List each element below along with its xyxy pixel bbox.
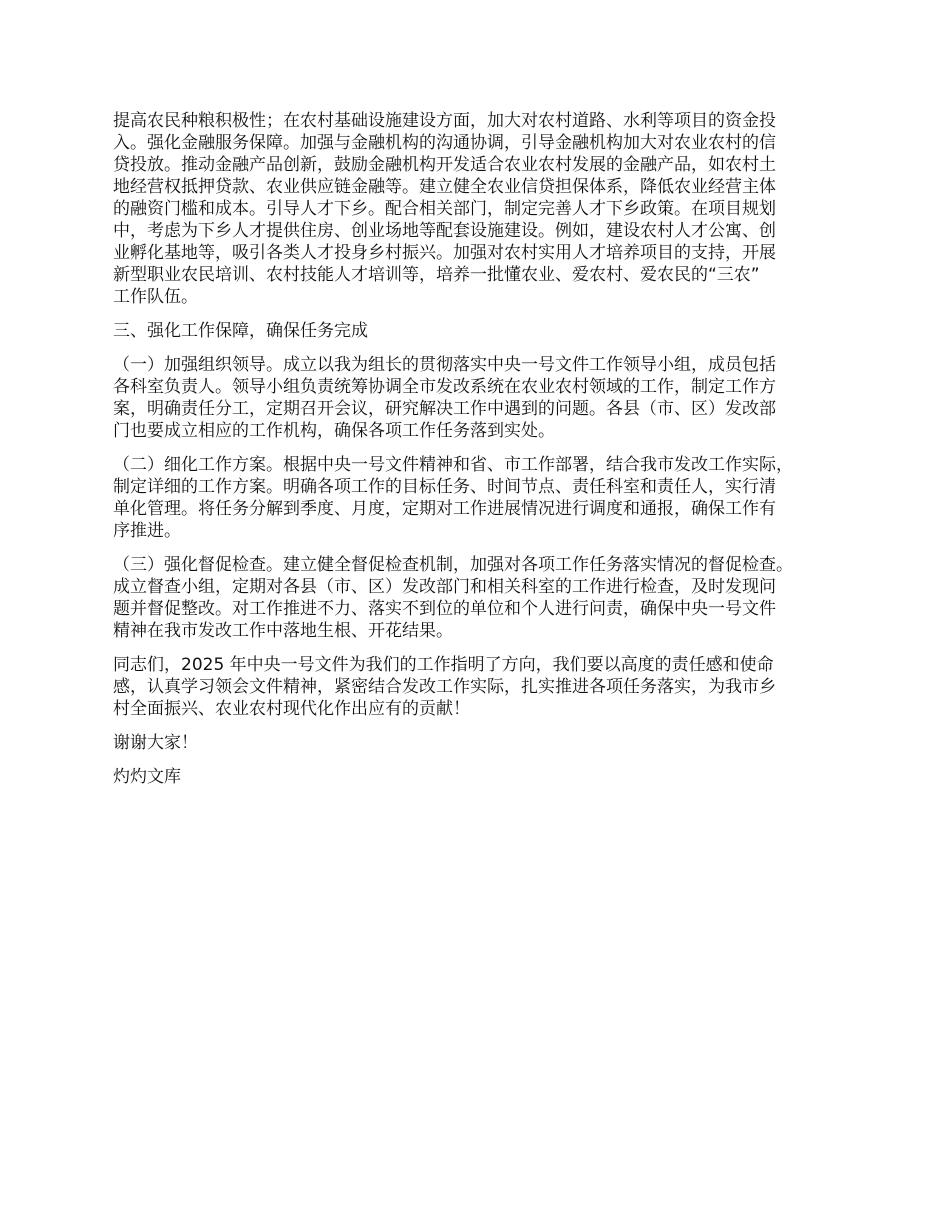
document-page — [113, 110, 858, 800]
body-paragraph-financial-talent: 提高农民种粮积极性；在农村基础设施建设方面，加大对农村道路、水利等项目的资金投 入。强化金融服务保障。加强与金融机构的沟通协调，引导金融机构加大对农业农村的信 贷投放。推动金融产品创新，鼓励金融机构开发适合农业农村发展的金融产品，如农村土 地经营权抵押贷款、农业供应链金融等。建立健全农业信贷担保体系，降低农业经营主体 的融资门槛和成本。引导人才下乡。配合相关部门，制定完善人才下乡政策。在项目规划 中，考虑为下乡人才提供住房、创业场地等配套设施建设。例如，建设农村人才公寓、创 业孵化基地等，吸引各类人才投身乡村振兴。加强对农村实用人才培养项目的支持，开展 新型职业农民培训、农村技能人才培训等，培养一批懂农业、爱农村、爱农民的“三农” 工作队伍。 — [113, 111, 776, 307]
body-paragraph-supervision: （三）强化督促检查。建立健全督促检查机制，加强对各项工作任务落实情况的督促检查。 成立督查小组，定期对各县（市、区）发改部门和相关科室的工作进行检查，及时发现问 题并督促整改。对工作推进不力、落实不到位的单位和个人进行问责，确保中央一号文件 精神在我市发改工作中落地生根、开花结果。 — [113, 555, 793, 641]
section-heading-work-guarantee: 三、强化工作保障，确保任务完成 — [113, 321, 368, 341]
body-paragraph-organization-leadership: （一）加强组织领导。成立以我为组长的贯彻落实中央一号文件工作领导小组，成员包括 各科室负责人。领导小组负责统筹协调全市发改系统在农业农村领域的工作，制定工作方 案，明确责任分工，定期召开会议，研究解决工作中遇到的问题。各县（市、区）发改部 门也要成立相应的工作机构，确保各项工作任务落到实处。 — [113, 355, 776, 441]
closing-paragraph: 同志们，2025 年中央一号文件为我们的工作指明了方向，我们要以高度的责任感和使命 感，认真学习领会文件精神，紧密结合发改工作实际，扎实推进各项任务落实，为我市乡 村全面振兴、农业农村现代化作出应有的贡献！ — [113, 655, 776, 719]
body-paragraph-work-plan: （二）细化工作方案。根据中央一号文件精神和省、市工作部署，结合我市发改工作实际， 制定详细的工作方案。明确各项工作的目标任务、时间节点、责任科室和责任人，实行清 单化管理。将任务分解到季度、月度，定期对工作进展情况进行调度和通报，确保工作有 序推进。 — [113, 455, 793, 541]
thanks-line: 谢谢大家！ — [113, 733, 198, 753]
source-signature: 灼灼文库 — [113, 767, 181, 787]
